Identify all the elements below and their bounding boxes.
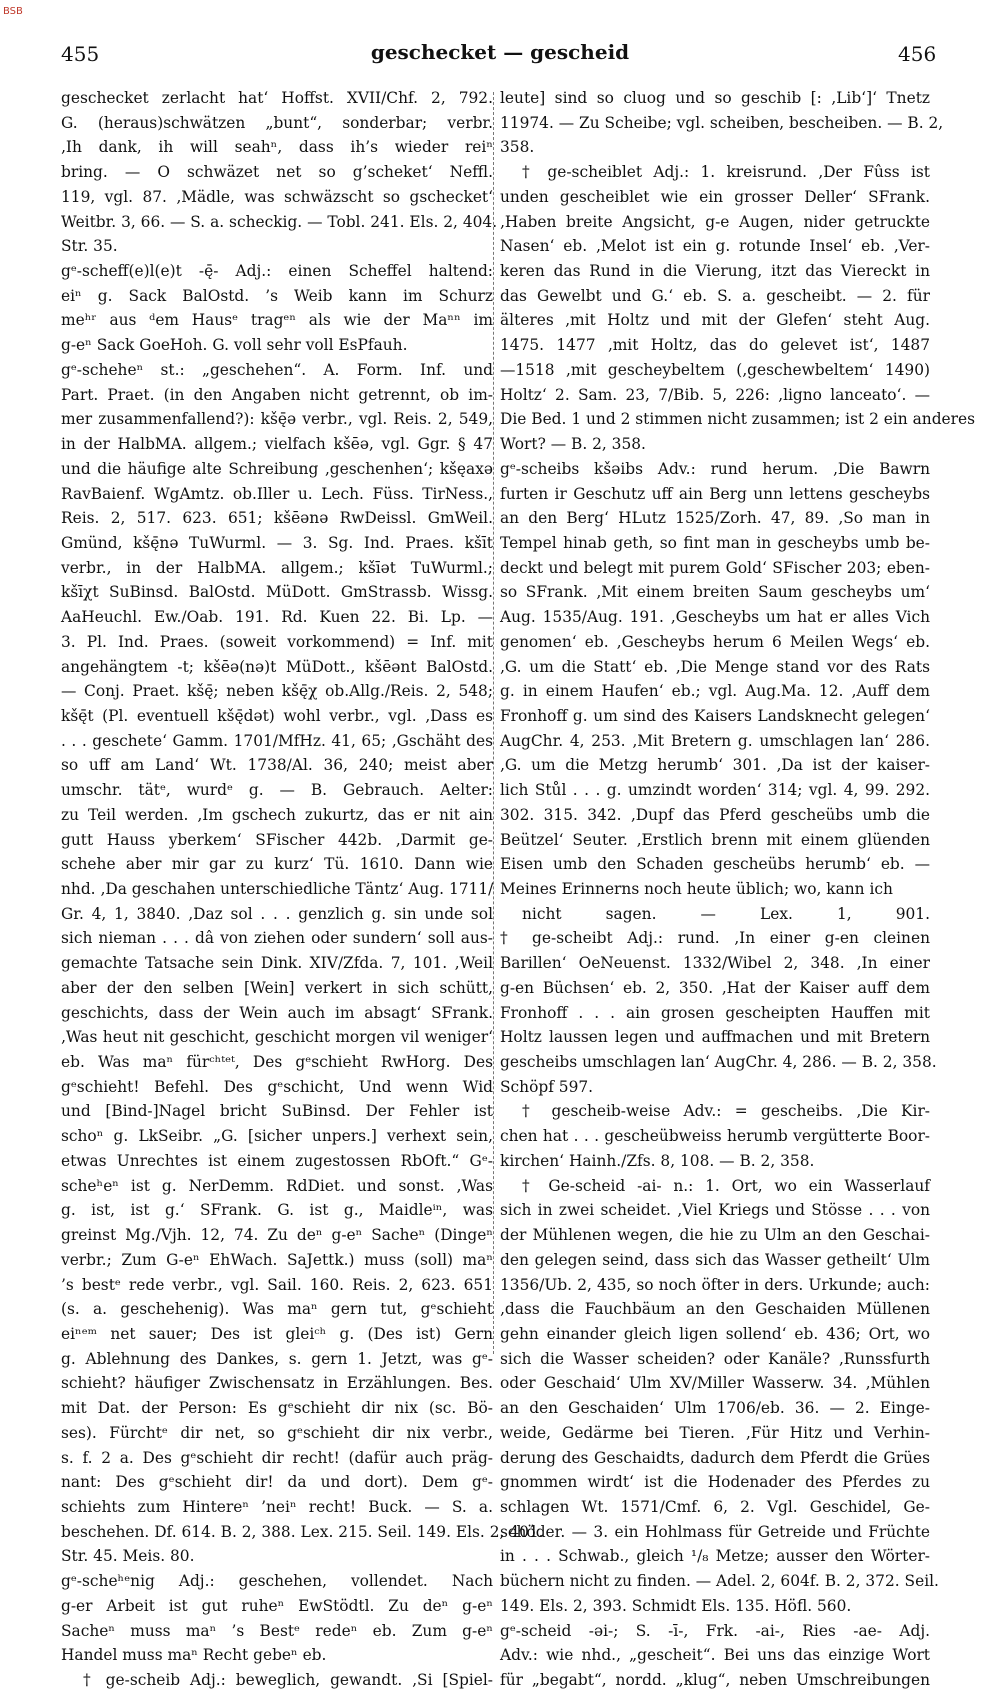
text-line: Adv.: wie nhd., „gescheit“. Bei uns das einzige Wort [500, 1646, 930, 1665]
text-line: Gr. 4, 1, 3840. ‚Daz sol . . . genzlich g. sin unde sol [61, 904, 493, 923]
text-line: g-eⁿ Sack GoeHoh. G. voll sehr voll EsPfauh. [61, 336, 408, 355]
text-line: geschecket zerlacht hat‘ Hoffst. XVII/Chf. 2, 792. [61, 89, 493, 107]
text-line: gᵉ-scheid -əi-; S. -ī-, Frk. -ai-, Ries -ae- Adj. [500, 1621, 930, 1640]
text-line: büchern nicht zu finden. — Adel. 2, 604f. B. 2, 372. Seil. [500, 1572, 939, 1591]
text-line: . . . geschete‘ Gamm. 1701/MfHz. 41, 65; ‚Gschäht des [61, 731, 493, 750]
text-line: lich Stůl . . . g. umzindt worden‘ 314; vgl. 4, 99. 292. [500, 781, 930, 800]
text-line: verbr., in der HalbMA. allgem.; kšīət TuWurml.; [61, 558, 493, 577]
text-line: RavBaienf. WgAmtz. ob.Iller u. Lech. Füss. TirNess., [61, 484, 493, 503]
text-line: genomen‘ eb. ‚Gescheybs herum 6 Meilen Wegs‘ eb. [500, 632, 930, 651]
text-line: Wort? — B. 2, 358. [500, 435, 646, 454]
text-line: schiehts zum Hintereⁿ ’neiⁿ recht! Buck. — S. a. [61, 1497, 493, 1516]
text-line: † ge-scheib Adj.: beweglich, gewandt. ‚Si [Spiel- [83, 1671, 493, 1689]
text-line: oder Geschaid‘ Ulm XV/Miller Wasserw. 34. ‚Mühlen [500, 1374, 930, 1393]
text-line: so uff am Land‘ Wt. 1738/Al. 36, 240; meist aber [61, 756, 493, 775]
text-line: Schöpf 597. [500, 1077, 594, 1096]
text-line: Reis. 2, 517. 623. 651; kšēənə RwDeissl. GmWeil. [61, 509, 493, 528]
text-line: Str. 35. [61, 237, 118, 256]
text-line: Fronhoff g. um sind des Kaisers Landsknecht gelegen‘ [500, 706, 930, 725]
text-line: kšīχt SuBinsd. BalOstd. MüDott. GmStrassb. Wissg. [61, 583, 493, 602]
text-line: Str. 45. Meis. 80. [61, 1547, 195, 1566]
text-line: eiⁿᵉᵐ net sauer; Des ist gleiᶜʰ g. (Des ist) Gern [61, 1324, 493, 1343]
text-line: g-en Büchsen‘ eb. 2, 350. ‚Hat der Kaiser auff dem [500, 978, 930, 997]
text-line: ‚Haben breite Angsicht, g-e Augen, nider getruckte [500, 212, 930, 231]
running-head: geschecket — gescheid [370, 40, 630, 64]
text-line: Eisen umb den Schaden gescheübs herumb‘ eb. — [500, 855, 930, 874]
text-line: Handel muss maⁿ Recht gebeⁿ eb. [61, 1646, 327, 1665]
text-line: meʰʳ aus ᵈem Hausᵉ tragᵉⁿ als wie der Maⁿⁿ im [61, 311, 493, 330]
text-line: nhd. ‚Da geschahen unterschiedliche Täntz‘ Aug. 1711/ [61, 880, 494, 898]
text-line: AaHeuchl. Ew./Oab. 191. Rd. Kuen 22. Bi. Lp. — [61, 608, 493, 627]
text-line: Nasen‘ eb. ‚Melot ist ein g. rotunde Insel‘ eb. ‚Ver- [500, 237, 930, 256]
text-line: an den Berg‘ HLutz 1525/Zorh. 47, 89. ‚So man in [500, 509, 930, 528]
text-line: leute] sind so cluog und so geschib [: ‚Lib‘]‘ Tnetz [500, 89, 930, 107]
text-line: derung des Geschaidts, dadurch dem Pferdt die Grües [500, 1448, 930, 1467]
text-line: 1356/Ub. 2, 435, so noch öfter in ders. Urkunde; auch: [500, 1275, 930, 1294]
page-number-left: 455 [61, 42, 100, 66]
text-line: chen hat . . . gescheübweiss herumb vergütterte Boor- [500, 1127, 930, 1146]
text-line: gutt Hauss yberkem‘ SFischer 442b. ‚Darmit ge- [61, 830, 493, 849]
text-line: eiⁿ g. Sack BalOstd. ’s Weib kann im Schurz [61, 286, 493, 305]
text-line: sich nieman . . . dâ von ziehen oder sundern‘ soll aus- [61, 929, 493, 948]
text-line: kirchen‘ Hainh./Zfs. 8, 108. — B. 2, 358. [500, 1151, 815, 1170]
text-line: gᵉ-scheheⁿ st.: „geschehen“. A. Form. Inf. und [61, 360, 493, 379]
text-line: ses). Fürchtᵉ dir net, so gᵉschieht dir nix verbr., [61, 1423, 493, 1442]
text-line: g-er Arbeit ist gut ruheⁿ EwStödtl. Zu deⁿ g-eⁿ [61, 1596, 493, 1615]
text-line: gᵉ-scheff(e)l(e)t -ę̄- Adj.: einen Scheffel haltend: [61, 262, 493, 281]
text-line: ‚G. um die Metzg herumb‘ 301. ‚Da ist der kaiser- [500, 756, 930, 775]
text-line: Holtz laussen legen und auffmachen und mit Bretern [500, 1028, 930, 1047]
text-line: gᵉschieht! Befehl. Des gᵉschicht, Und wenn Wid [61, 1077, 493, 1096]
text-line: umschr. tätᵉ, wurdᵉ g. — B. Gebrauch. Aelter: [61, 781, 493, 800]
text-line: weide, Gedärme bei Tieren. ‚Für Hitz und Verhin- [500, 1423, 930, 1442]
text-line: deckt und belegt mit purem Gold‘ SFischer 203; eben- [500, 558, 930, 577]
text-line: Die Bed. 1 und 2 stimmen nicht zusammen; ist 2 ein anderes [500, 410, 976, 429]
text-line: den gelegen seind, dass sich das Wasser getheilt‘ Ulm [500, 1250, 930, 1269]
text-line: 1475. 1477 ‚mit Holtz, das do gelevet ist‘, 1487 [500, 336, 930, 355]
text-line: Holtz‘ 2. Sam. 23, 7/Bib. 5, 226: ‚ligno lanceato‘. — [500, 385, 930, 404]
text-line: eb. Was maⁿ fürᶜʰᵗᵉᵗ, Des gᵉschieht RwHorg. Des [61, 1053, 493, 1072]
text-line: nant: Des gᵉschieht dir! da und dort). Dem gᵉ- [61, 1473, 493, 1492]
text-line: unden gescheiblet wie ein grosser Deller‘ SFrank. [500, 187, 930, 206]
text-line: † ge-scheiblet Adj.: 1. kreisrund. ‚Der Fûss ist [522, 163, 930, 182]
text-line: g. ist, ist g.‘ SFrank. G. ist g., Maidleⁱⁿ, was [61, 1201, 493, 1220]
text-line: s. f. 2 a. Des gᵉschieht dir recht! (dafür auch präg- [61, 1448, 493, 1467]
text-line: † ge-scheibt Adj.: rund. ‚In einer g-en cleinen [500, 929, 930, 948]
text-line: Tempel hinab geth, so fint man in gescheybs umb be- [500, 533, 930, 552]
text-line: 119, vgl. 87. ‚Mädle, was schwäzscht so gschecket‘ [61, 187, 493, 206]
text-line: —1518 ‚mit gescheybeltem (‚geschewbeltem‘ 1490) [500, 360, 930, 379]
text-line: gnommen wirdt‘ ist die Hodenader des Pferdes zu [500, 1473, 930, 1492]
text-line: so SFrank. ‚Mit einem breiten Saum gescheybs um‘ [500, 583, 930, 602]
text-line: angehängtem -t; kšēə(nə)t MüDott., kšēənt BalOstd. [61, 657, 493, 676]
text-line: Part. Praet. (in den Angaben nicht getrennt, ob im- [61, 385, 493, 404]
text-line: in der HalbMA. allgem.; vielfach kšēə, vgl. Ggr. § 47 [61, 435, 493, 454]
text-line: † gescheib-weise Adv.: = gescheibs. ‚Die Kir- [522, 1102, 930, 1121]
text-line: und [Bind-]Nagel bricht SuBinsd. Der Fehler ist [61, 1102, 493, 1121]
text-line: gᵉ-scheibs kšəibs Adv.: rund herum. ‚Die Bawrn [500, 459, 930, 478]
text-line: Meines Erinnerns noch heute üblich; wo, kann ich [500, 880, 893, 898]
text-line: gescheibs umschlagen lan‘ AugChr. 4, 286. — B. 2, 358. [500, 1053, 937, 1072]
text-line: für „begabt“, nordd. „klug“, neben Umschreibungen [500, 1671, 930, 1689]
right-column [500, 86, 976, 1693]
text-line: 149. Els. 2, 393. Schmidt Els. 135. Höfl. 560. [500, 1596, 852, 1615]
text-line: schieht? häufiger Zwischensatz in Erzählungen. Bes. [61, 1374, 493, 1393]
text-line: zu Teil werden. ‚Im gschech zukurtz, das er nit ain [61, 805, 493, 824]
library-stamp: BSB [3, 6, 23, 17]
text-line: furten ir Geschutz uff ain Berg unn lettens gescheybs [500, 484, 930, 503]
text-line: beschehen. Df. 614. B. 2, 388. Lex. 215. Seil. 149. Els. 2, 401. [61, 1522, 544, 1541]
text-line: ’s bestᵉ rede verbr., vgl. Sail. 160. Reis. 2, 623. 651 [61, 1275, 493, 1294]
text-line: das Gewelbt und G.‘ eb. S. a. gescheibt. — 2. für [500, 286, 930, 305]
page-number-right: 456 [898, 42, 937, 66]
text-line: gemachte Tatsache sein Dink. XIV/Zfda. 7, 101. ‚Weil [61, 954, 493, 973]
column-divider [493, 92, 494, 1354]
text-line: gehn einander gleich ligen sollend‘ eb. 436; Ort, wo [500, 1324, 930, 1343]
text-line: bring. — O schwäzet net so g’scheket‘ Neffl. [61, 163, 493, 182]
text-line: älteres ‚mit Holtz und mit der Glefen‘ steht Aug. [500, 311, 930, 330]
text-line: g. Ablehnung des Dankes, s. gern 1. Jetzt, was gᵉ- [61, 1349, 493, 1368]
text-line: mit Dat. der Person: Es gᵉschieht dir nix (sc. Bö- [61, 1399, 493, 1418]
text-line: Barillen‘ OeNeuenst. 1332/Wibel 2, 348. ‚In einer [500, 954, 930, 973]
text-line: an den Geschaiden‘ Ulm 1706/eb. 36. — 2. Einge- [500, 1399, 930, 1418]
text-line: 3. Pl. Ind. Praes. (soweit vorkommend) = Inf. mit [61, 632, 493, 651]
text-line: keren das Rund in die Vierung, itzt das Viereckt in [500, 262, 930, 281]
text-line: G. (heraus)schwätzen „bunt“, sonderbar; verbr. [61, 113, 493, 132]
text-line: verbr.; Zum G-eⁿ EhWach. SaJettk.) muss (soll) maⁿ [61, 1250, 493, 1269]
text-line: geschichts, dass der Wein auch im absagt‘ SFrank. [61, 1003, 493, 1022]
text-line: ‚Ih dank, ih will seahⁿ, dass ih’s wieder reiⁿ [61, 138, 493, 157]
text-line: scheʰeⁿ ist g. NerDemm. RdDiet. und sonst. ‚Was [61, 1176, 493, 1195]
text-line: in . . . Schwab., gleich ¹/₈ Metze; ausser den Wörter- [500, 1547, 930, 1566]
text-line: sich die Wasser scheiden? oder Kanäle? ‚Runssfurth [500, 1349, 930, 1368]
text-line: 358. [500, 138, 535, 157]
text-line: nicht sagen. — Lex. 1, 901. [522, 904, 930, 923]
text-line: schöder. — 3. ein Hohlmass für Getreide und Früchte [500, 1522, 930, 1541]
text-line: schehe aber mir gar zu kurz‘ Tü. 1610. Dann wie [61, 855, 493, 874]
text-line: AugChr. 4, 253. ‚Mit Bretern g. umschlagen lan‘ 286. [500, 731, 930, 750]
text-line: greinst Mg./Vjh. 12, 74. Zu deⁿ g-eⁿ Sacheⁿ (Dingeⁿ [61, 1226, 493, 1245]
text-line: aber der den selben [Wein] verkert in sich schütt, [61, 978, 493, 997]
text-line: 302. 315. 342. ‚Dupf das Pferd gescheübs umb die [500, 805, 930, 824]
text-line: Sacheⁿ muss maⁿ ’s Bestᵉ redeⁿ eb. Zum g-eⁿ [61, 1621, 493, 1640]
text-line: etwas Unrechtes ist einem zugestossen RbOft.“ Gᵉ- [61, 1151, 493, 1170]
text-line: ‚dass die Fauchbäum an den Geschaiden Müllenen [500, 1300, 930, 1319]
text-line: gᵉ-scheʰᵉnig Adj.: geschehen, vollendet. Nach [61, 1572, 493, 1591]
text-line: † Ge-scheid -ai- n.: 1. Ort, wo ein Wasserlauf [522, 1176, 930, 1195]
text-line: Beützel‘ Seuter. ‚Erstlich brenn mit einem glüenden [500, 830, 930, 849]
text-line: Aug. 1535/Aug. 191. ‚Gescheybs um hat er alles Vich [500, 608, 930, 627]
text-line: kšę̄t (Pl. eventuell kšę̄dət) wohl verbr., vgl. ‚Dass es [61, 706, 493, 725]
text-line: Fronhoff . . . ain grosen gescheipten Hauffen mit [500, 1003, 930, 1022]
text-line: (s. a. geschehenig). Was maⁿ gern tut, gᵉschieht [61, 1300, 493, 1319]
text-line: Gmünd, kšę̄nə TuWurml. — 3. Sg. Ind. Praes. kšīt [61, 533, 493, 552]
text-line: — Conj. Praet. kšę̄; neben kšę̄χ ob.Allg./Reis. 2, 548; [61, 682, 493, 701]
text-line: und die häufige alte Schreibung ‚geschenhen‘; kšęaxə [61, 459, 493, 478]
text-line: ‚G. um die Statt‘ eb. ‚Die Menge stand vor des Rats [500, 657, 930, 676]
text-line: ‚Was heut nit geschicht, geschicht morgen vil weniger‘ [61, 1028, 493, 1047]
text-line: schoⁿ g. LkSeibr. „G. [sicher unpers.] verhext sein, [61, 1127, 493, 1146]
text-line: mer zusammenfallend?): kšę̄ə verbr., vgl. Reis. 2, 549, [61, 410, 493, 429]
text-line: schlagen Wt. 1571/Cmf. 6, 2. Vgl. Geschidel, Ge- [500, 1497, 930, 1516]
text-line: der Mühlenen wegen, die hie zu Ulm an den Geschai- [500, 1226, 930, 1245]
text-line: g. in einem Haufen‘ eb.; vgl. Aug.Ma. 12. ‚Auff dem [500, 682, 930, 701]
text-line: sich in zwei scheidet. ‚Viel Kriegs und Stösse . . . von [500, 1201, 930, 1220]
text-line: 11974. — Zu Scheibe; vgl. scheiben, bescheiben. — B. 2, [500, 113, 944, 132]
text-line: Weitbr. 3, 66. — S. a. scheckig. — Tobl. 241. Els. 2, 404. [61, 212, 498, 231]
